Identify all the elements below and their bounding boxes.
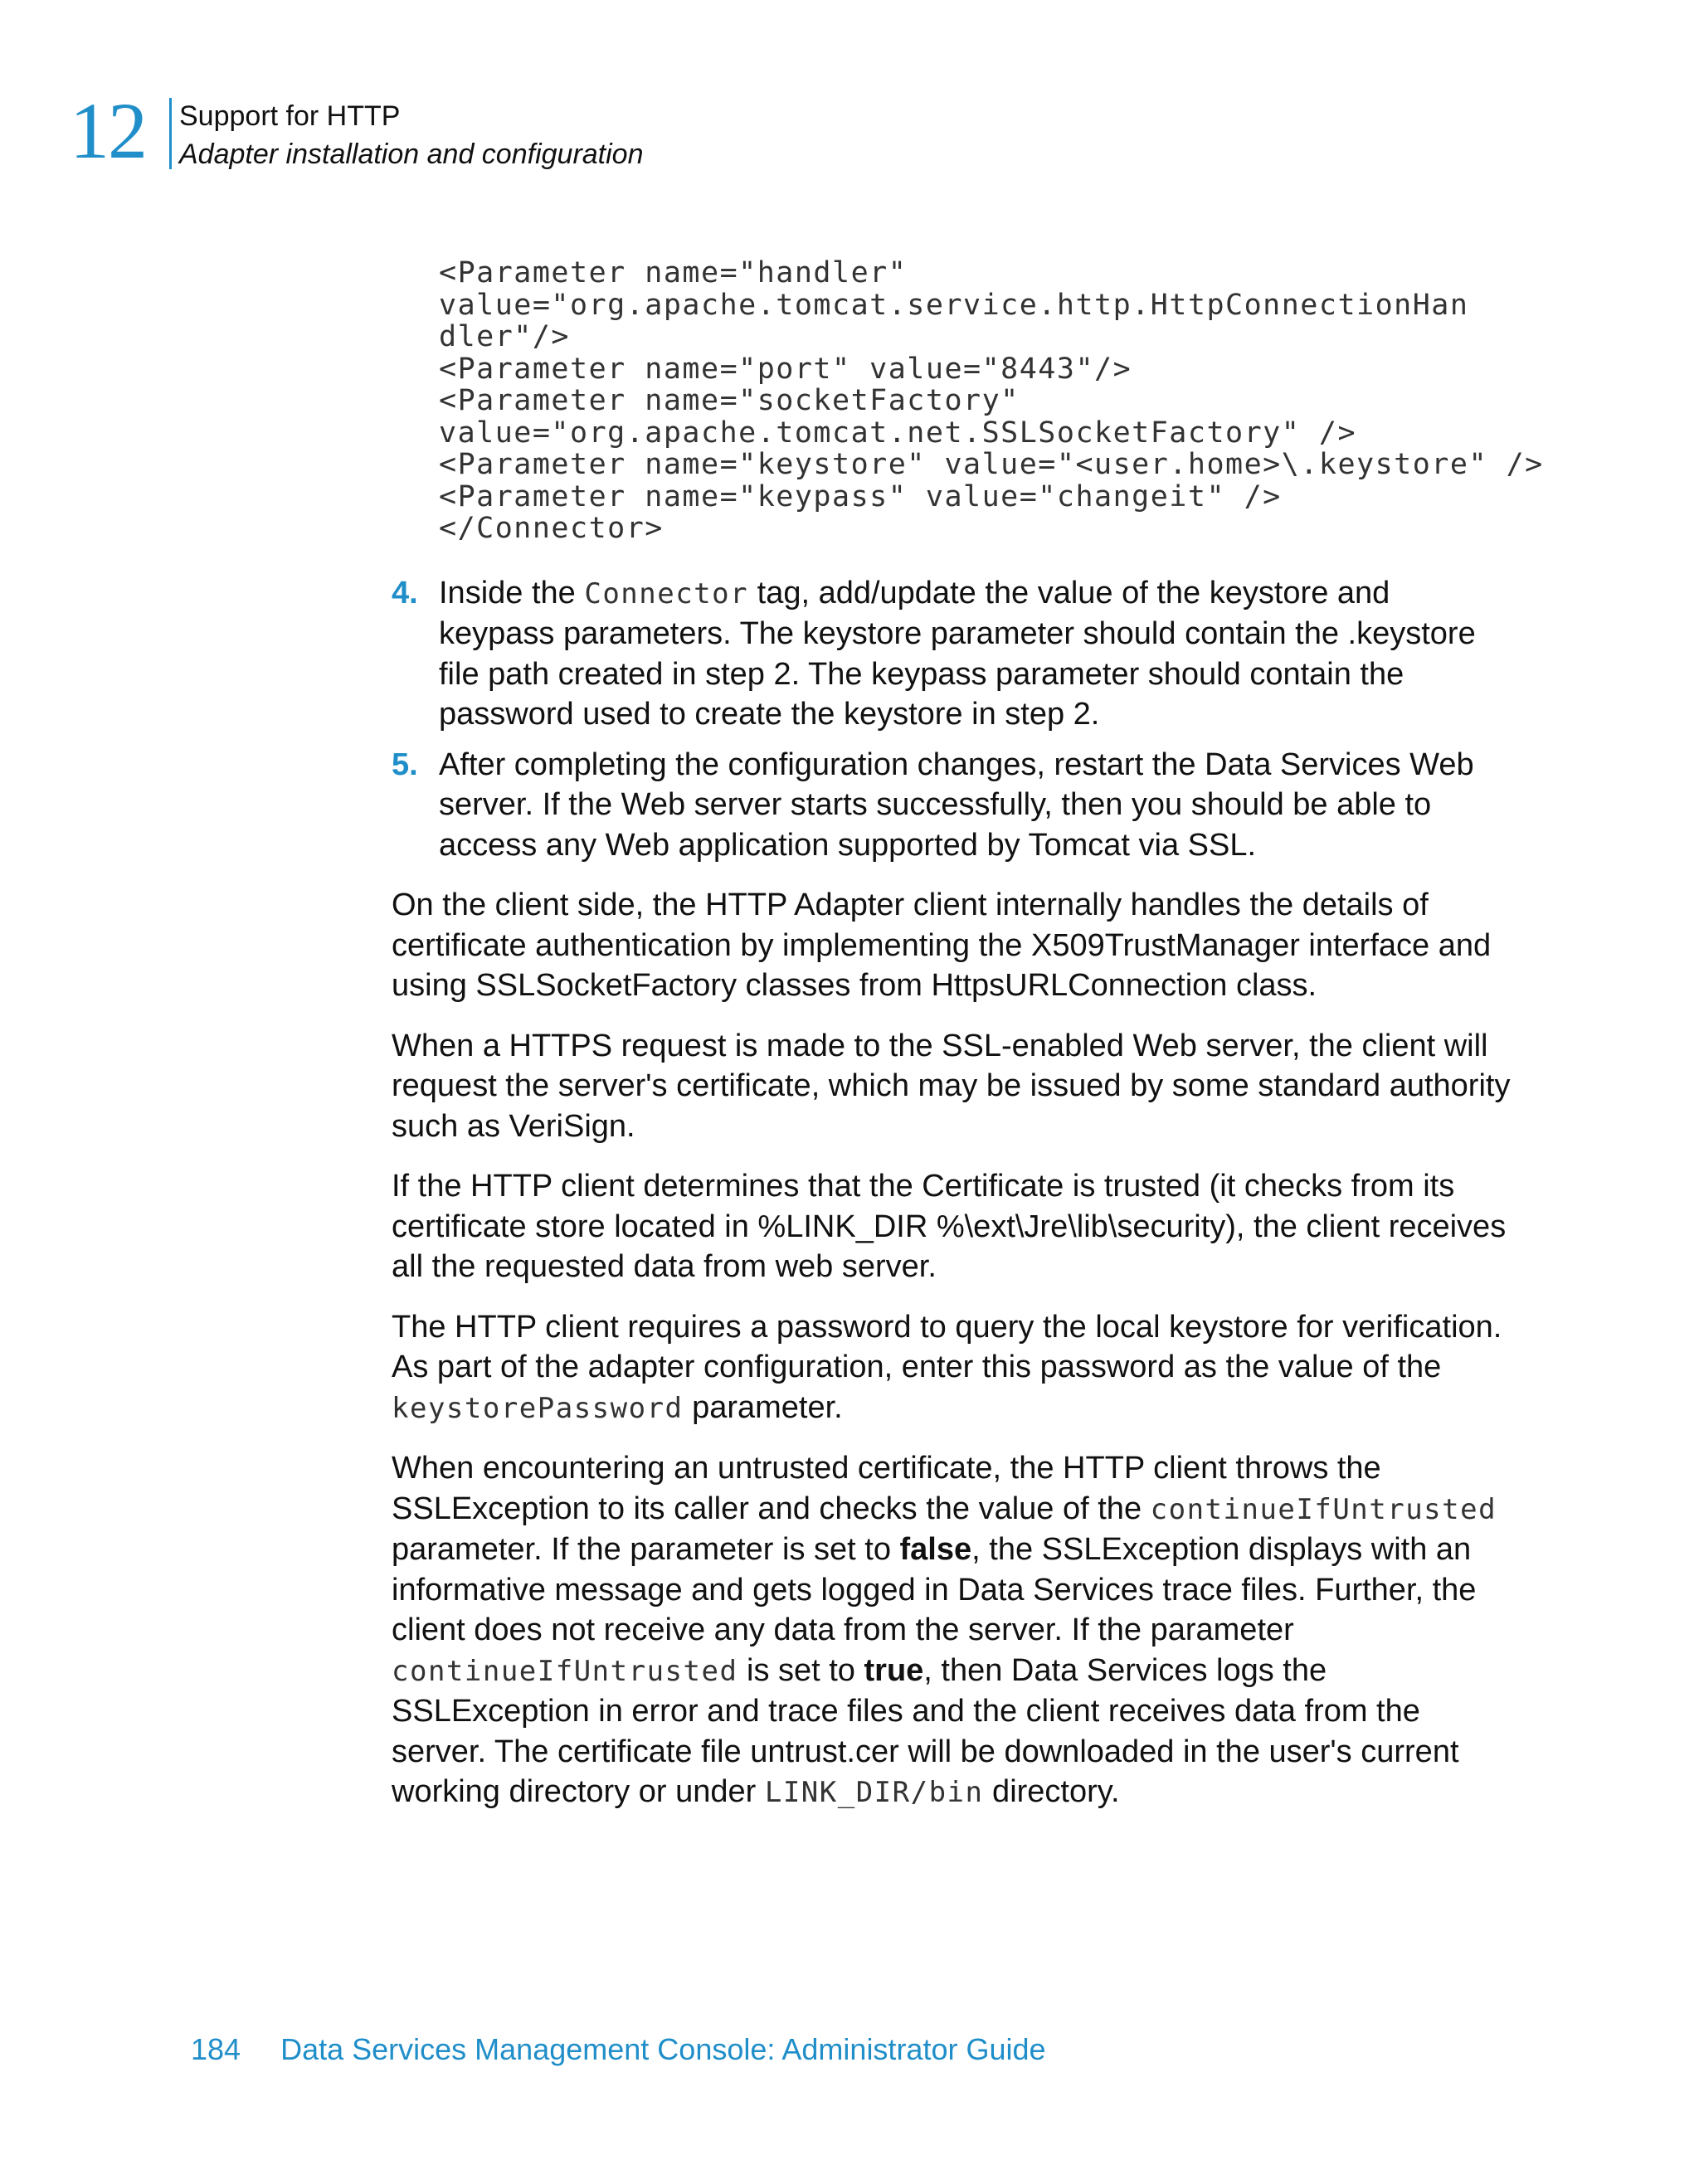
- code-line: <Parameter name="keystore" value="<user.home>\.keystore" />: [439, 448, 1544, 481]
- paragraph-text: directory.: [983, 1774, 1120, 1809]
- code-line: <Parameter name="port" value="8443"/>: [439, 352, 1132, 386]
- code-block: [439, 256, 1544, 545]
- section-title: Adapter installation and configuration: [179, 139, 644, 170]
- paragraph-text: When encountering an untrusted certificate, the HTTP client throws the SSLException to its caller and checks the value of the: [392, 1451, 1381, 1526]
- step-text: tag, add/update the value of the keystore and keypass parameters. The keystore parameter should contain the .keystore file path created in step 2. The keypass parameter should contain the password used to create the keystore in step 2.: [439, 575, 1476, 732]
- code-line: value="org.apache.tomcat.net.SSLSocketFactory" />: [439, 416, 1357, 450]
- bold-text: true: [864, 1652, 924, 1688]
- paragraph-text: The HTTP client requires a password to query the local keystore for verification. As part of the adapter configuration, enter this password as the value of the: [392, 1309, 1502, 1384]
- code-line: dler"/>: [439, 320, 571, 353]
- step-4: [392, 573, 1512, 735]
- code-line: </Connector>: [439, 512, 664, 545]
- bold-text: false: [899, 1532, 972, 1567]
- paragraph: On the client side, the HTTP Adapter client internally handles the details of certificate authentication by implementing the X509TrustManager interface and using SSLSocketFactory classes from HttpsURLConnection class.: [392, 888, 1492, 1003]
- code-line: <Parameter name="handler": [439, 256, 908, 289]
- paragraph-text: parameter.: [683, 1389, 843, 1425]
- step-number: 4.: [392, 575, 418, 610]
- paragraph-text: , then Data Services logs the SSLException in error and trace files and the client receives data from the server. The certificate file untrust.cer will be downloaded in the user's current working directory or under: [392, 1652, 1459, 1809]
- paragraph-text: is set to: [738, 1652, 864, 1688]
- code-line: <Parameter name="keypass" value="changeit" />: [439, 479, 1282, 513]
- paragraph-text: parameter. If the parameter is set to: [392, 1532, 900, 1567]
- chapter-number: 12: [70, 86, 146, 175]
- paragraph: If the HTTP client determines that the Certificate is trusted (it checks from its certificate store located in %LINK_DIR %\ext\Jre\lib\security), the client receives all the requested data from web server.: [392, 1169, 1507, 1284]
- steps-list: [392, 573, 1512, 866]
- chapter-divider: [169, 98, 172, 169]
- main-content: [392, 256, 1544, 1813]
- paragraph: [392, 1307, 1512, 1429]
- chapter-title: Support for HTTP: [179, 100, 401, 132]
- paragraph: When a HTTPS request is made to the SSL-enabled Web server, the client will request the server's certificate, which may be issued by some standard authority such as VeriSign.: [392, 1028, 1511, 1144]
- paragraph: [392, 1448, 1512, 1813]
- inline-code: continueIfUntrusted: [1150, 1492, 1497, 1526]
- step-text: After completing the configuration changes, restart the Data Services Web server. If the Web server starts successfully, then you should be able to access any Web application supported by Tomcat via SSL.: [439, 747, 1474, 863]
- step-text: Inside the: [439, 575, 585, 610]
- page-number: 184: [191, 2032, 241, 2066]
- inline-code: Connector: [584, 576, 749, 610]
- paragraph-text: , the SSLException displays with an informative message and gets logged in Data Services trace files. Further, the client does not receive any data from the server. If the parameter: [392, 1532, 1477, 1647]
- code-line: <Parameter name="socketFactory": [439, 384, 1020, 417]
- inline-code: LINK_DIR/bin: [764, 1776, 984, 1809]
- inline-code: keystorePassword: [392, 1391, 684, 1425]
- page-footer: [191, 2032, 1046, 2067]
- guide-title: Data Services Management Console: Administrator Guide: [280, 2032, 1046, 2066]
- step-5: [392, 745, 1512, 866]
- step-number: 5.: [392, 747, 418, 782]
- inline-code: continueIfUntrusted: [392, 1654, 738, 1688]
- code-line: value="org.apache.tomcat.service.http.HttpConnectionHan: [439, 288, 1469, 322]
